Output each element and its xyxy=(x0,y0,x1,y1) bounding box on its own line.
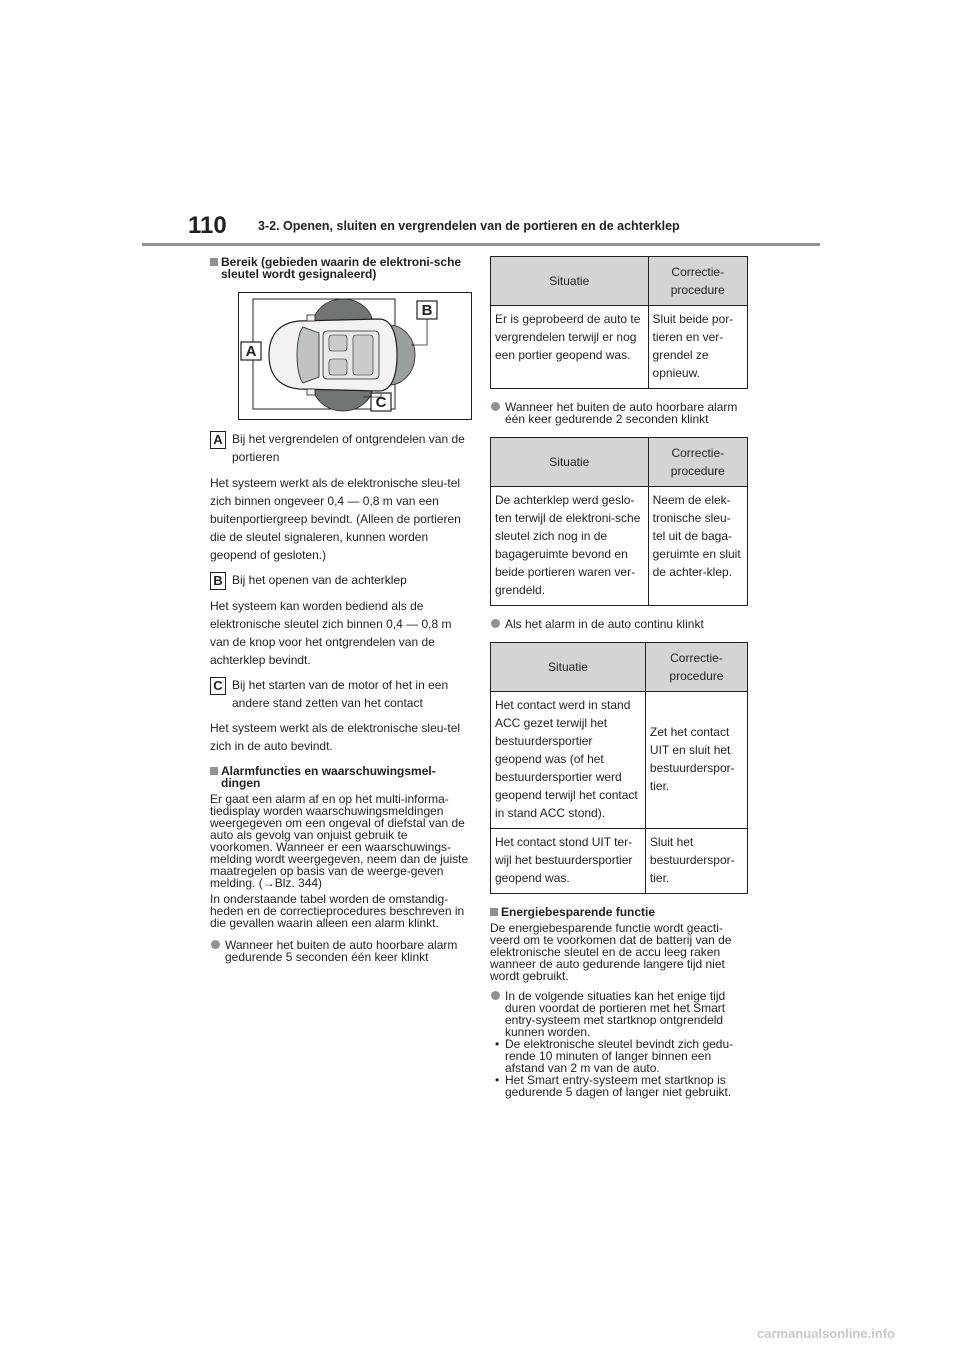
label-b-row xyxy=(210,571,472,590)
label-c-row xyxy=(210,676,472,712)
col-situation: Situatie xyxy=(491,257,649,306)
bullet-alarm-continuous: Als het alarm in de auto continu klinkt xyxy=(490,618,752,630)
correction-cell: Sluit beide por-tieren en ver-grendel ze opnieuw. xyxy=(648,306,747,389)
table-alarm-continuous xyxy=(490,642,748,894)
correction-cell: Zet het contact UIT en sluit het bestuurderspor-tier. xyxy=(645,692,747,829)
bullet-energy-situations: In de volgende situaties kan het enige tijd duren voordat de portieren met het Smart entry-systeem met startknop ontgrendeld kunnen worden. xyxy=(490,990,752,1038)
sub-bullet-unused: • Het Smart entry-systeem met startknop is gedurende 5 dagen of langer niet gebruikt. xyxy=(490,1074,752,1098)
label-b-box: B xyxy=(210,572,226,590)
left-column xyxy=(210,256,472,963)
col-correction: Correctie-procedure xyxy=(645,643,747,692)
col-situation: Situatie xyxy=(491,643,646,692)
col-correction: Correctie-procedure xyxy=(648,438,747,487)
diagram-label-b: B xyxy=(421,302,433,319)
table-row xyxy=(491,829,748,894)
alarm-paragraph-2: In onderstaande tabel worden de omstandig-heden en de correctieprocedures beschreven in die gevallen waarin alleen een alarm klinkt. xyxy=(210,892,465,930)
energy-heading: Energiebesparende functie xyxy=(490,906,752,918)
col-correction: Correctie-procedure xyxy=(648,257,747,306)
paragraph-c: Het systeem werkt als de elektronische sleu-tel zich in de auto bevindt. xyxy=(210,721,461,753)
table-alarm-2s xyxy=(490,437,748,606)
section-title: 3-2. Openen, sluiten en vergrendelen van de portieren en de achterklep xyxy=(258,219,680,233)
label-a-box: A xyxy=(210,431,226,449)
watermark: carmanualsonline.info xyxy=(757,1326,895,1341)
header-divider xyxy=(142,243,820,246)
label-c-box: C xyxy=(210,677,226,695)
alarm-heading: Alarmfuncties en waarschuwingsmel-dingen xyxy=(210,765,472,789)
table-row xyxy=(491,487,748,606)
sub-bullet-key-nearby: • De elektronische sleutel bevindt zich gedu-rende 10 minuten of langer binnen een afstand van 2 m van de auto. xyxy=(490,1038,752,1074)
range-heading: Bereik (gebieden waarin de elektroni-sche sleutel wordt gesignaleerd) xyxy=(210,256,472,280)
col-situation: Situatie xyxy=(491,438,649,487)
diagram-label-c: C xyxy=(375,394,387,411)
bullet-alarm-2s: Wanneer het buiten de auto hoorbare alarm één keer gedurende 2 seconden klinkt xyxy=(490,401,752,425)
situation-cell: Er is geprobeerd de auto te vergrendelen terwijl er nog een portier geopend was. xyxy=(491,306,649,389)
table-row xyxy=(491,306,748,389)
correction-cell: Sluit het bestuurderspor-tier. xyxy=(645,829,747,894)
bullet-alarm-5s: Wanneer het buiten de auto hoorbare alarm gedurende 5 seconden één keer klinkt xyxy=(210,939,472,963)
diagram-label-a: A xyxy=(245,343,257,360)
label-a-row xyxy=(210,430,472,466)
label-b-text: Bij het openen van de achterklep xyxy=(232,573,407,587)
table-row xyxy=(491,692,748,829)
situation-cell: De achterklep werd geslo-ten terwijl de elektroni-sche sleutel zich nog in de bagageruimte bevond en beide portieren waren ver-grendeld. xyxy=(491,487,649,606)
situation-cell: Het contact stond UIT ter-wijl het bestuurdersportier geopend was. xyxy=(491,829,646,894)
alarm-paragraph-1: Er gaat een alarm af en op het multi-informa-tiedisplay worden waarschuwingsmeldingen weergegeven om een ongeval of diefstal van de auto als gevolg van onjuist gebruik te voorkomen. Wanneer er een waarschuwings-melding wordt weergegeven, neem dan de juiste maatregelen op basis van de weerge-geven melding. (→Blz. 344) xyxy=(210,792,469,890)
label-c-text: Bij het starten van de motor of het in een andere stand zetten van het contact xyxy=(232,678,449,710)
table-alarm-5s xyxy=(490,256,748,389)
paragraph-b: Het systeem kan worden bediend als de elektronische sleutel zich binnen 0,4 — 0,8 m van de knop voor het ontgrendelen van de achterklep bevindt. xyxy=(210,599,452,667)
car-range-illustration xyxy=(239,293,471,419)
right-column xyxy=(490,256,752,1098)
page-number: 110 xyxy=(188,212,227,239)
range-diagram xyxy=(238,292,472,420)
label-a-text: Bij het vergrendelen of ontgrendelen van de portieren xyxy=(232,432,465,464)
energy-paragraph: De energiebesparende functie wordt geacti-veerd om te voorkomen dat de batterij van de elektronische sleutel en de accu leeg raken wanneer de auto gedurende langere tijd niet wordt gebruikt. xyxy=(490,921,732,983)
situation-cell: Het contact werd in stand ACC gezet terwijl het bestuurdersportier geopend was (of het bestuurdersportier werd geopend terwijl het contact in stand ACC stond). xyxy=(491,692,646,829)
correction-cell: Neem de elek-tronische sleu-tel uit de baga-geruimte en sluit de achter-klep. xyxy=(648,487,747,606)
paragraph-a: Het systeem werkt als de elektronische sleu-tel zich binnen ongeveer 0,4 — 0,8 m van een buitenportiergreep bevindt. (Alleen de portieren die de sleutel signaleren, kunnen worden geopend of gesloten.) xyxy=(210,476,461,562)
